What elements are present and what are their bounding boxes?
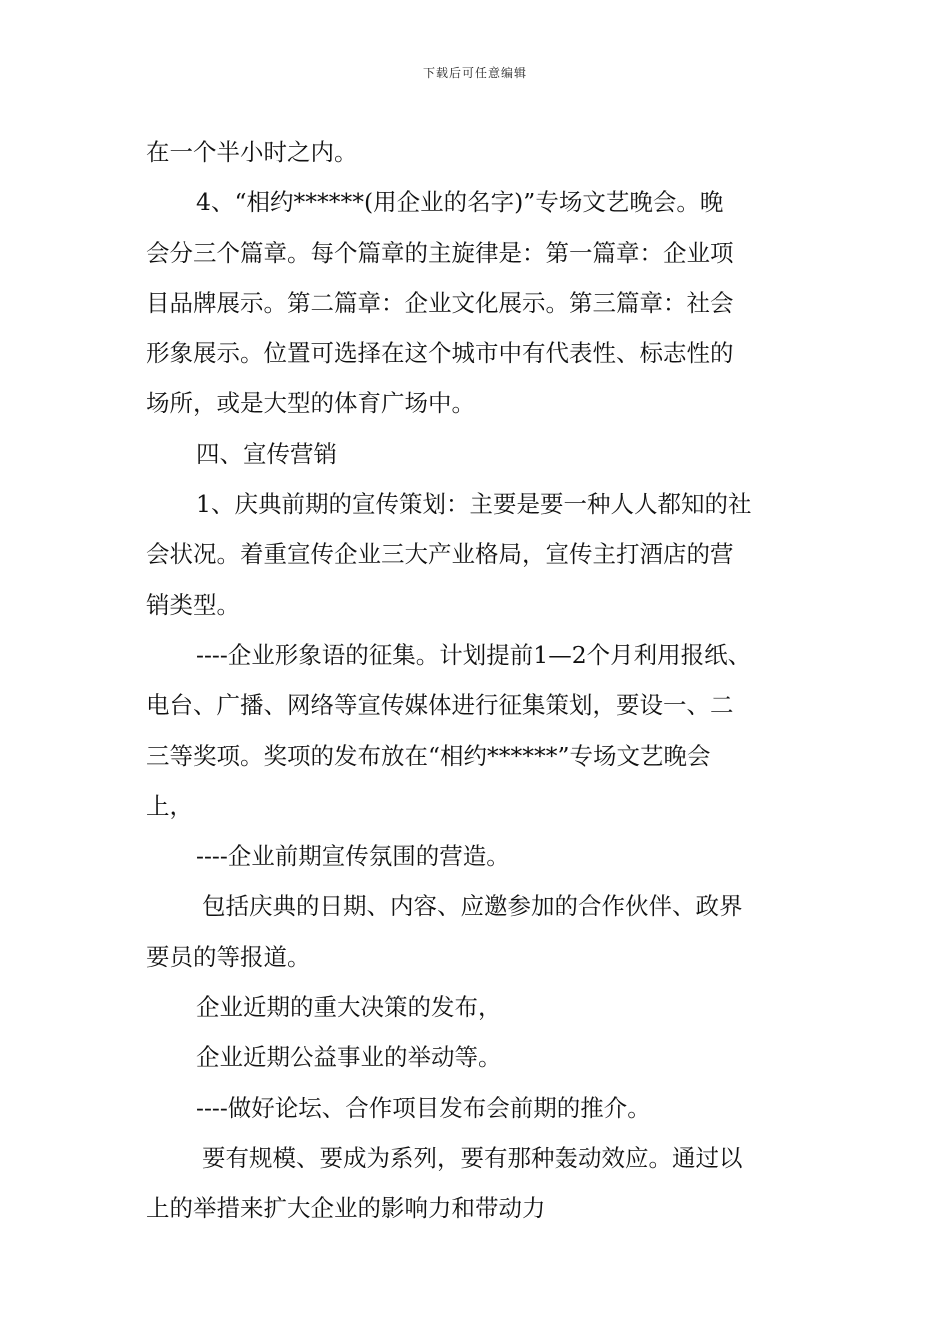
text-line: 在一个半小时之内。	[146, 138, 358, 166]
text-line: 形象展示。位置可选择在这个城市中有代表性、标志性的	[146, 339, 734, 368]
text-line: 要员的等报道。	[146, 942, 311, 971]
text-line: 目品牌展示。第二篇章：企业文化展示。第三篇章：社会	[146, 288, 734, 317]
text-line: 上的举措来扩大企业的影响力和带动力	[146, 1194, 546, 1223]
document-body	[146, 127, 816, 1234]
text-line: 电台、广播、网络等宣传媒体进行征集策划，要设一、二	[146, 691, 734, 720]
text-line: 会分三个篇章。每个篇章的主旋律是：第一篇章：企业项	[146, 238, 734, 267]
text-line: 场所，或是大型的体育广场中。	[146, 389, 475, 418]
text-line: 上，	[146, 791, 193, 820]
text-line: 销类型。	[146, 590, 240, 619]
text-line: ----企业前期宣传氛围的营造。	[196, 842, 510, 871]
text-line: 1、庆典前期的宣传策划：主要是要一种人人都知的社	[196, 490, 752, 519]
text-line: ----企业形象语的征集。计划提前1—2个月利用报纸、	[196, 640, 752, 669]
section-heading: 四、宣传营销	[196, 439, 337, 468]
text-line: 包括庆典的日期、内容、应邀参加的合作伙伴、政界	[202, 892, 743, 921]
text-line: 要有规模、要成为系列，要有那种轰动效应。通过以	[202, 1143, 743, 1172]
text-line: 4、“相约******(用企业的名字)”专场文艺晚会。晚	[196, 188, 724, 217]
page-header: 下载后可任意编辑	[422, 66, 527, 80]
text-line: ----做好论坛、合作项目发布会前期的推介。	[196, 1093, 651, 1122]
text-line: 会状况。着重宣传企业三大产业格局，宣传主打酒店的营	[146, 540, 734, 569]
text-line: 企业近期的重大决策的发布，	[196, 993, 502, 1022]
text-line: 企业近期公益事业的举动等。	[196, 1043, 502, 1072]
text-line: 三等奖项。奖项的发布放在“相约******”专场文艺晚会	[146, 741, 711, 770]
